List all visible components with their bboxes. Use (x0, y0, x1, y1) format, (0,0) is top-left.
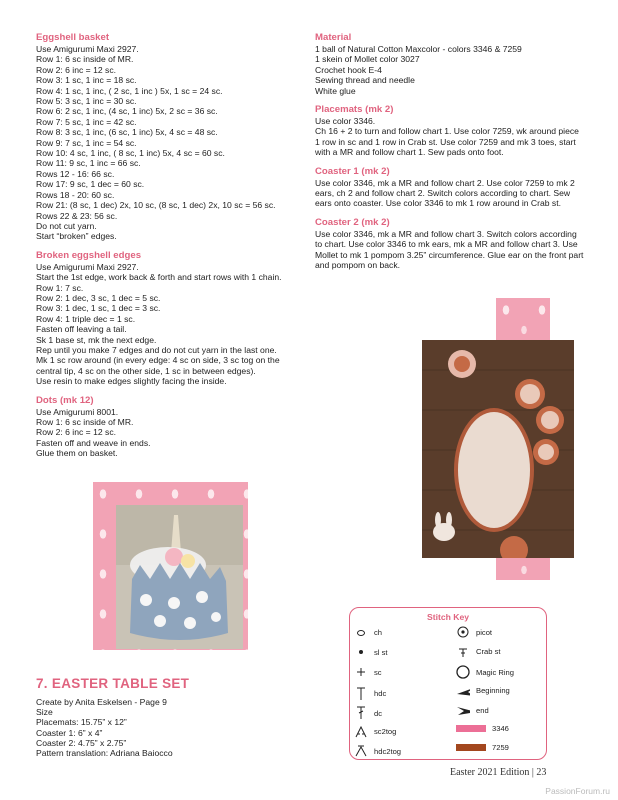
coaster2-section (315, 217, 585, 271)
instruction-line: Row 2: 6 inc = 12 sc. (36, 427, 117, 438)
stitch-key-label: Magic Ring (476, 667, 514, 677)
instruction-line: Use color 3346, mk a MR and follow chart 3. Switch colors according to chart. Use color 3346 to mk ears, mk a MR and follow chart 3. Use Mollet to mk 1 pompom 3.25” circumference. Glue ear on the front part and pompom on back. (315, 228, 584, 271)
instruction-line: 1 skein of Mollet color 3027 (315, 54, 420, 65)
instruction-line: Glue them on basket. (36, 448, 118, 459)
placemats-instructions (315, 116, 585, 158)
instruction-line: Row 8: 3 sc, 1 inc, (6 sc, 1 inc) 5x, 4 sc = 48 sc. (36, 127, 218, 138)
instruction-line: Row 10: 4 sc, 1 inc, ( 8 sc, 1 inc) 5x, 4 sc = 60 sc. (36, 148, 225, 159)
material-heading: Material (315, 32, 352, 43)
stitch-key-item (456, 704, 489, 716)
picot-icon (456, 626, 470, 638)
instruction-line: Row 5: 3 sc, 1 inc = 30 sc. (36, 96, 137, 107)
instruction-line: Rows 22 & 23: 56 sc. (36, 210, 118, 221)
instruction-line: Create by Anita Eskelsen - Page 9 (36, 697, 167, 707)
stitch-key-item (456, 685, 510, 697)
instruction-line: Crochet hook E-4 (315, 64, 382, 75)
instruction-line: Rep until you make 7 edges and do not cut yarn in the last one. (36, 344, 277, 355)
watermark: PassionForum.ru (545, 786, 610, 796)
page-footer: Easter 2021 Edition | 23 (450, 767, 547, 778)
placemats-section (315, 104, 585, 158)
instruction-line: Row 2: 1 dec, 3 sc, 1 dec = 5 sc. (36, 292, 161, 303)
stitch-key-label: hdc (374, 689, 387, 698)
coaster1-heading: Coaster 1 (mk 2) (315, 165, 390, 177)
stitch-key-item (456, 665, 514, 679)
stitch-key-item (354, 745, 401, 757)
stitch-key-label: sl st (374, 647, 388, 657)
color-swatch-3346-icon (456, 725, 486, 732)
instruction-line: Row 1: 6 sc inside of MR. (36, 54, 134, 65)
section-title: 7. EASTER TABLE SET (36, 676, 190, 691)
stitch-key-item (456, 646, 500, 658)
stitch-key-item (354, 648, 388, 657)
broken-edges-heading: Broken eggshell edges (36, 249, 142, 261)
table-set-photo (422, 340, 574, 558)
stitch-key-label: Beginning (476, 686, 510, 695)
double-crochet-icon (354, 706, 368, 720)
stitch-key-label: 3346 (492, 723, 509, 733)
instruction-line: Row 9: 7 sc, 1 inc = 54 sc. (36, 137, 137, 148)
instruction-line: Pattern translation: Adriana Baiocco (36, 748, 173, 759)
instruction-line: Rows 12 - 16: 66 sc. (36, 168, 115, 179)
stitch-key-item (354, 628, 382, 637)
stitch-key-item (456, 724, 509, 733)
basket-photo (116, 505, 243, 649)
stitch-key-item (354, 687, 386, 701)
stitch-key-item (354, 667, 382, 677)
left-column (36, 32, 304, 467)
stitch-key-label: sc2tog (374, 727, 397, 736)
stitch-key-item (456, 626, 492, 638)
instruction-line: Row 21: (8 sc, 1 dec) 2x, 10 sc, (8 sc, 1 dec) 2x, 10 sc = 56 sc. (36, 200, 276, 211)
stitch-key-label: ch (374, 628, 383, 637)
sc2tog-icon (354, 726, 368, 738)
stitch-key-label: hdc2tog (374, 746, 402, 756)
material-list (315, 44, 585, 96)
instruction-line: Use color 3346, mk a MR and follow chart 2. Use color 7259 to mk 2 ears, ch 2 and follow chart 2. Switch colors according to chart. Sew ears onto coaster. Use color 3346 to mk 1 row around in Crab st. (315, 177, 575, 209)
coaster1-instructions (315, 178, 585, 209)
dots-instructions (36, 407, 304, 459)
instruction-line: Use resin to make edges slightly facing the inside. (36, 376, 227, 387)
instruction-line: Row 1: 7 sc. (36, 282, 84, 293)
instruction-line: Size (36, 707, 53, 718)
instruction-line: Row 17: 9 sc, 1 dec = 60 sc. (36, 179, 145, 190)
instruction-line: Start “broken” edges. (36, 231, 117, 242)
credits-block (36, 697, 173, 758)
stitch-key-item (354, 726, 396, 738)
broken-edges-instructions (36, 262, 304, 387)
instruction-line: Row 4: 1 sc, 1 inc, ( 2 sc, 1 inc ) 5x, 1 sc = 24 sc. (36, 85, 223, 96)
instruction-line: Row 1: 6 sc inside of MR. (36, 417, 134, 427)
instruction-line: Row 2: 6 inc = 12 sc. (36, 64, 117, 75)
instruction-line: Fasten off leaving a tail. (36, 324, 127, 335)
stitch-key-item (456, 743, 509, 752)
material-section (315, 32, 585, 96)
chain-oval-icon (354, 629, 368, 637)
instruction-line: Sk 1 base st, mk the next edge. (36, 334, 157, 345)
eggshell-section (36, 32, 304, 242)
right-column (315, 32, 585, 279)
half-double-crochet-icon (354, 687, 368, 701)
eggshell-heading: Eggshell basket (36, 32, 110, 43)
crab-stitch-icon (456, 646, 470, 658)
eggshell-basket-illustration (116, 505, 243, 649)
instruction-line: 1 ball of Natural Cotton Maxcolor - colors 3346 & 7259 (315, 44, 522, 54)
hdc2tog-icon (354, 745, 368, 757)
instruction-line: Fasten off and weave in ends. (36, 437, 151, 448)
end-arrow-icon (456, 704, 470, 716)
instruction-line: Row 3: 1 sc, 1 inc = 18 sc. (36, 75, 137, 86)
instruction-line: Use Amigurumi Maxi 2927. (36, 261, 139, 272)
instruction-line: Use color 3346. (315, 116, 376, 127)
instruction-line: White glue (315, 85, 356, 96)
coaster2-instructions (315, 229, 585, 271)
table-set-illustration (422, 340, 574, 558)
placemats-heading: Placemats (mk 2) (315, 104, 394, 116)
instruction-line: Row 3: 1 dec, 1 sc, 1 dec = 3 sc. (36, 303, 161, 314)
eggshell-instructions (36, 44, 304, 242)
stitch-key-label: 7259 (492, 743, 509, 752)
instruction-line: Row 7: 5 sc, 1 inc = 42 sc. (36, 116, 137, 127)
single-crochet-plus-icon (354, 667, 368, 677)
instruction-line: Start the 1st edge, work back & forth and start rows with 1 chain. (36, 272, 282, 283)
stitch-key-label: picot (476, 627, 493, 637)
stitch-key-label: end (476, 705, 489, 715)
stitch-key-label: sc (374, 667, 382, 677)
broken-edges-section (36, 250, 304, 387)
dots-section (36, 395, 304, 459)
instruction-line: Mk 1 sc row around (in every edge: 4 sc on side, 3 sc tog on the central tip, 4 sc on the other side, 1 sc in between edges). (36, 355, 280, 376)
stitch-key-title: Stitch Key (426, 612, 470, 622)
instruction-line: Row 11: 9 sc, 1 inc = 66 sc. (36, 158, 141, 169)
coaster2-heading: Coaster 2 (mk 2) (315, 216, 390, 228)
stitch-key-item (354, 706, 382, 720)
instruction-line: Rows 18 - 20: 60 sc. (36, 189, 115, 200)
instruction-line: Use Amigurumi Maxi 2927. (36, 44, 139, 54)
instruction-line: Row 6: 2 sc, 1 inc, (4 sc, 1 inc) 5x, 2 sc = 36 sc. (36, 106, 218, 117)
slip-stitch-dot-icon (354, 648, 368, 656)
dots-heading: Dots (mk 12) (36, 394, 94, 406)
magic-ring-icon (456, 665, 470, 679)
instruction-line: Do not cut yarn. (36, 220, 97, 231)
instruction-line: Coaster 2: 4.75” x 2.75” (36, 737, 127, 748)
instruction-line: Coaster 1: 6” x 4” (36, 727, 103, 738)
instruction-line: Use Amigurumi 8001. (36, 406, 119, 417)
coaster1-section (315, 166, 585, 209)
beginning-arrow-icon (456, 685, 470, 697)
instruction-line: Placemats: 15.75” x 12” (36, 717, 127, 728)
stitch-key (349, 607, 547, 760)
color-swatch-7259-icon (456, 744, 486, 751)
instruction-line: Row 4: 1 triple dec = 1 sc. (36, 313, 136, 324)
instruction-line: Sewing thread and needle (315, 75, 415, 86)
instruction-line: Ch 16 + 2 to turn and follow chart 1. Use color 7259, wk around piece 1 row in sc and 1 row in Crab st. Use color 7259 and mk 3 toes, start with a MR and follow chart 1. Sew pads onto foot. (315, 126, 579, 158)
stitch-key-label: dc (374, 708, 383, 718)
stitch-key-label: Crab st (476, 647, 501, 656)
